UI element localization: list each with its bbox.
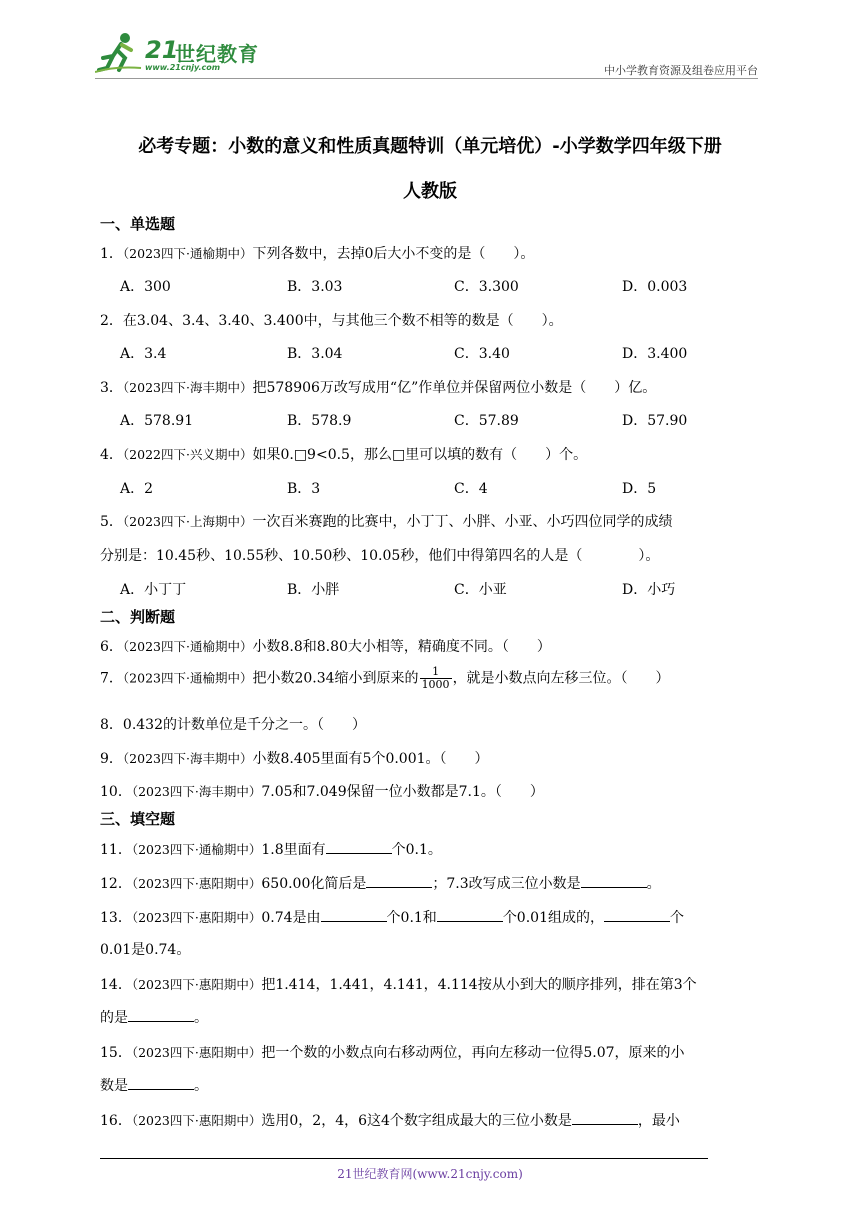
- answer-blank[interactable]: [604, 907, 670, 922]
- answer-blank[interactable]: [326, 839, 392, 854]
- question-4: [100, 444, 587, 464]
- page-header: [95, 30, 758, 78]
- question-number: 13．: [100, 910, 132, 926]
- question-text: 个0.1和: [386, 910, 437, 926]
- question-text: 1.8里面有: [261, 842, 326, 858]
- logo-number: 21: [145, 36, 179, 64]
- question-1: [100, 243, 534, 263]
- option-d[interactable]: D．3.400: [622, 346, 688, 362]
- fraction-numerator: 1: [420, 666, 452, 679]
- question-source: （2023四下·海丰期中）: [122, 751, 253, 766]
- question-number: 10．: [100, 784, 132, 800]
- question-text: 把1.414，1.441，4.141，4.114按从小到大的顺序排列，排在第3个: [261, 977, 697, 993]
- options-q5: [120, 579, 760, 599]
- doc-title-line1: 必考专题：小数的意义和性质真题特训（单元培优）-小学数学四年级下册: [138, 136, 722, 157]
- site-logo[interactable]: [95, 30, 265, 76]
- question-text: 。: [194, 1078, 208, 1094]
- question-text: 7.05和7.049保留一位小数都是7.1。（ ）: [261, 784, 544, 800]
- question-2: [100, 310, 563, 330]
- question-9: [100, 748, 489, 768]
- question-text: 0.74是由: [261, 910, 321, 926]
- option-c[interactable]: C．4: [454, 481, 488, 497]
- question-15: [100, 1042, 685, 1062]
- question-source: （2023四下·惠阳期中）: [131, 876, 262, 891]
- question-number: 14．: [100, 977, 132, 993]
- answer-blank[interactable]: [366, 873, 432, 888]
- question-source: （2023四下·通榆期中）: [122, 246, 253, 261]
- question-13-line2: 0.01是0.74。: [100, 942, 191, 958]
- question-number: 7．: [100, 670, 123, 687]
- option-b[interactable]: B．3.04: [287, 346, 343, 362]
- question-text: 数是: [100, 1078, 128, 1094]
- option-d[interactable]: D．0.003: [622, 279, 688, 295]
- question-text: 个0.1。: [391, 842, 442, 858]
- footer-text[interactable]: 21世纪教育网(www.21cnjy.com): [337, 1167, 523, 1181]
- logo-text: 世纪教育: [175, 42, 259, 66]
- question-6: [100, 636, 551, 656]
- question-text: 。: [194, 1010, 208, 1026]
- question-text: ，最小: [637, 1113, 680, 1129]
- question-3: [100, 377, 656, 397]
- question-source: （2022四下·兴义期中）: [122, 447, 253, 462]
- answer-blank[interactable]: [128, 1075, 194, 1090]
- option-d[interactable]: D．57.90: [622, 413, 688, 429]
- logo-url: www.21cnjy.com: [145, 63, 221, 72]
- question-text-tail: ，就是小数点向左移三位。（ ）: [452, 670, 670, 687]
- question-number: 8．: [100, 717, 123, 733]
- question-5: [100, 511, 672, 531]
- question-source: （2023四下·惠阳期中）: [131, 1045, 262, 1060]
- question-source: （2023四下·海丰期中）: [122, 380, 253, 395]
- question-number: 1．: [100, 246, 123, 262]
- question-text: 小数8.405里面有5个0.001。（ ）: [252, 751, 489, 767]
- option-c[interactable]: C．57.89: [454, 413, 519, 429]
- question-number: 9．: [100, 751, 123, 767]
- question-source: （2023四下·通榆期中）: [122, 670, 253, 686]
- question-text: 把一个数的小数点向右移动两位，再向左移动一位得5.07，原来的小: [261, 1045, 685, 1061]
- question-source: （2023四下·惠阳期中）: [131, 977, 262, 992]
- question-text: ；7.3改写成三位小数是: [432, 876, 581, 892]
- question-text: 下列各数中，去掉0后大小不变的是（ ）。: [252, 246, 535, 262]
- question-14-line2: [100, 1007, 208, 1027]
- question-number: 3．: [100, 380, 123, 396]
- options-q1: [120, 276, 760, 296]
- question-text: 0.432的计数单位是千分之一。（ ）: [122, 717, 367, 733]
- question-number: 6．: [100, 639, 123, 655]
- question-number: 16．: [100, 1113, 132, 1129]
- question-number: 12．: [100, 876, 132, 892]
- question-text: 把小数20.34缩小到原来的: [252, 670, 419, 687]
- question-5-line2: 分别是：10.45秒、10.55秒、10.50秒、10.05秒，他们中得第四名的人是（ ）。: [100, 548, 660, 564]
- header-divider: [95, 78, 758, 79]
- question-number: 15．: [100, 1045, 132, 1061]
- question-text: 小数8.8和8.80大小相等，精确度不同。（ ）: [252, 639, 551, 655]
- question-text: 650.00化简后是: [261, 876, 367, 892]
- question-text: 一次百米赛跑的比赛中，小丁丁、小胖、小亚、小巧四位同学的成绩: [252, 514, 673, 530]
- option-a[interactable]: A．578.91: [120, 413, 194, 429]
- runner-icon: [95, 32, 143, 76]
- question-source: （2023四下·通榆期中）: [131, 842, 262, 857]
- options-q4: [120, 478, 760, 498]
- option-b[interactable]: B．小胖: [287, 582, 340, 598]
- option-c[interactable]: C．3.40: [454, 346, 510, 362]
- question-number: 4．: [100, 447, 123, 463]
- answer-blank[interactable]: [437, 907, 503, 922]
- doc-title-line2: 人教版: [403, 181, 457, 202]
- section-heading-true-false: 二、判断题: [100, 608, 176, 626]
- option-a[interactable]: A．300: [120, 279, 171, 295]
- question-text: 把578906万改写成用“亿”作单位并保留两位小数是（ ）亿。: [252, 380, 657, 396]
- option-c[interactable]: C．小亚: [454, 582, 507, 598]
- question-7: [100, 666, 670, 691]
- question-13: [100, 907, 684, 927]
- platform-name: 中小学教育资源及组卷应用平台: [604, 64, 758, 77]
- question-source: （2023四下·通榆期中）: [122, 639, 253, 654]
- question-source: （2023四下·上海期中）: [122, 514, 253, 529]
- question-text: 选用0，2，4，6这4个数字组成最大的三位小数是: [261, 1113, 572, 1129]
- question-source: （2023四下·惠阳期中）: [131, 910, 262, 925]
- question-text: 如果0.□9<0.5，那么□里可以填的数有（ ）个。: [252, 447, 588, 463]
- option-d[interactable]: D．5: [622, 481, 657, 497]
- option-b[interactable]: B．3: [287, 481, 321, 497]
- question-number: 11．: [100, 842, 132, 858]
- section-heading-fill-in: 三、填空题: [100, 810, 176, 828]
- fraction-denominator: 1000: [421, 678, 450, 691]
- question-source: （2023四下·海丰期中）: [131, 784, 262, 799]
- question-source: （2023四下·惠阳期中）: [131, 1113, 262, 1128]
- option-d[interactable]: D．小巧: [622, 582, 676, 598]
- option-a[interactable]: A．2: [120, 481, 154, 497]
- question-number: 5．: [100, 514, 123, 530]
- section-heading-single-choice: 一、单选题: [100, 215, 176, 233]
- question-text: 个: [669, 910, 684, 926]
- question-16: [100, 1110, 680, 1130]
- question-14: [100, 974, 697, 994]
- answer-blank[interactable]: [321, 907, 387, 922]
- option-b[interactable]: B．578.9: [287, 413, 352, 429]
- option-a[interactable]: A．3.4: [120, 346, 167, 362]
- options-q3: [120, 410, 760, 430]
- question-15-line2: [100, 1075, 208, 1095]
- question-11: [100, 839, 442, 859]
- answer-blank[interactable]: [128, 1007, 194, 1022]
- question-10: [100, 781, 544, 801]
- answer-blank[interactable]: [581, 873, 647, 888]
- option-b[interactable]: B．3.03: [287, 279, 343, 295]
- question-text: 。: [646, 876, 661, 892]
- question-8: [100, 714, 366, 734]
- question-text: 在3.04、3.4、3.40、3.400中，与其他三个数不相等的数是（ ）。: [122, 313, 563, 329]
- question-text: 个0.01组成的，: [502, 910, 604, 926]
- footer-divider: [100, 1158, 708, 1159]
- answer-blank[interactable]: [572, 1110, 638, 1125]
- question-text: 的是: [100, 1010, 128, 1026]
- options-q2: [120, 343, 760, 363]
- question-12: [100, 873, 661, 893]
- option-a[interactable]: A．小丁丁: [120, 582, 187, 598]
- fraction: [420, 666, 452, 691]
- question-number: 2．: [100, 313, 123, 329]
- option-c[interactable]: C．3.300: [454, 279, 519, 295]
